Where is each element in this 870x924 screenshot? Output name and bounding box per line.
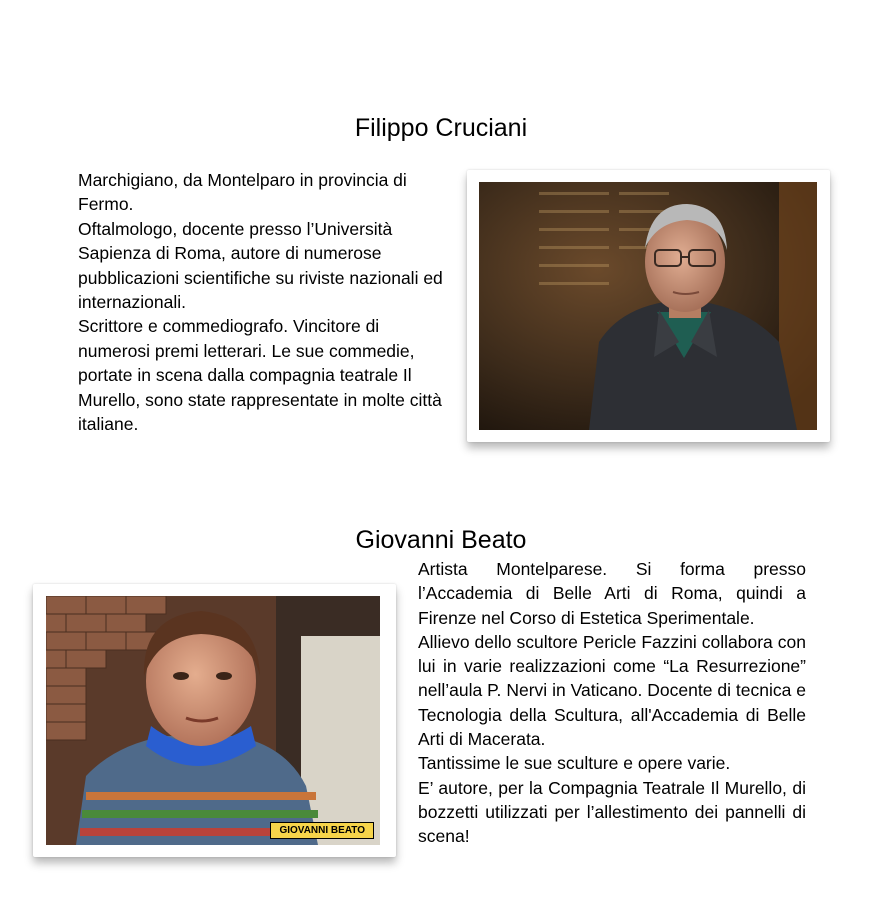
person2-name: Giovanni Beato [355,526,527,554]
portrait-image [479,182,817,430]
person2-bio-line: E’ autore, per la Compagnia Teatrale Il Murello, di bozzetti utilizzati per l’allestimento dei pannelli di scena! [418,777,806,847]
person2-photo-frame [33,584,396,857]
person2-photo [46,596,380,845]
photo-caption-badge: GIOVANNI BEATO [270,822,374,839]
person1-photo-frame [467,170,830,442]
person2-bio-line: Allievo dello scultore Pericle Fazzini collabora con lui in varie realizzazioni come “La Resurrezione” nell’aula P. Nervi in Vaticano. Docente di tecnica e Tecnologia della Scultura, all'Accademia di Belle Arti di Macerata. [418,631,806,750]
person1-bio [78,168,443,436]
person1-bio-line: Marchigiano, da Montelparo in provincia di Fermo. [78,170,407,215]
portrait-image [46,596,380,845]
person2-bio-line: Artista Montelparese. Si forma presso l’Accademia di Belle Arti di Roma, quindi a Firenze nel Corso di Estetica Sperimentale. [418,559,806,628]
person1-photo [479,182,817,430]
person2-bio-line: Tantissime le sue sculture e opere varie. [418,753,731,774]
person2-bio [418,557,806,849]
person1-name: Filippo Cruciani [354,114,528,142]
person1-bio-line: Oftalmologo, docente presso l’Università Sapienza di Roma, autore di numerose pubblicazioni scientifiche su riviste nazionali ed internazionali. [78,218,443,313]
person1-bio-line: Scrittore e commediografo. Vincitore di numerosi premi letterari. Le sue commedie, portate in scena dalla compagnia teatrale Il Murello, sono state rappresentate in molte città italiane. [78,316,442,435]
